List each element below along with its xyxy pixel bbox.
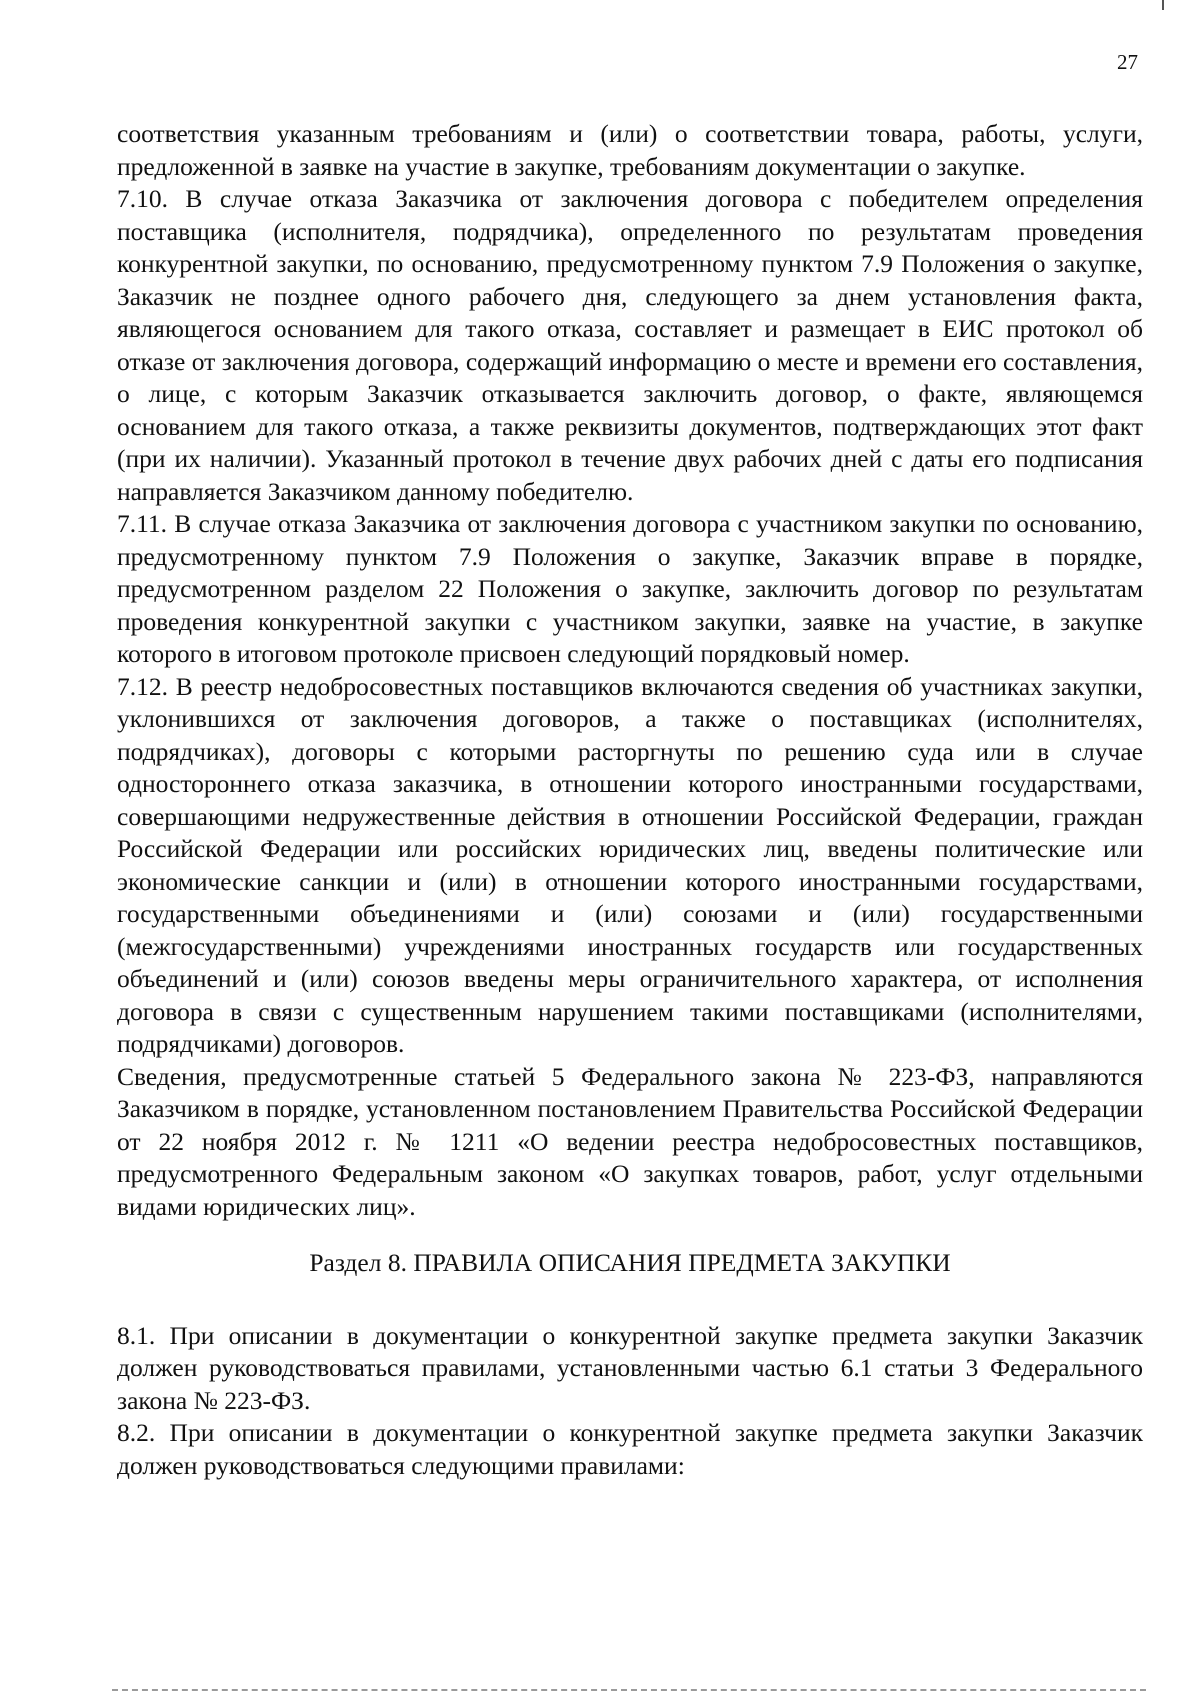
paragraph-7-10: 7.10. В случае отказа Заказчика от заключения договора с победителем определения поставщика (исполнителя, подрядчика), определенного по результатам проведения конкурентной закупки, по основанию, предусмотренному пунктом 7.9 Положения о закупке, Заказчик не позднее одного рабочего дня, следующего за днем установления факта, являющегося основанием для такого отказа, составляет и размещает в ЕИС протокол об отказе от заключения договора, содержащий информацию о месте и времени его составления, о лице, с которым Заказчик отказывается заключить договор, о факте, являющемся основанием для такого отказа, а также реквизиты документов, подтверждающих этот факт (при их наличии). Указанный протокол в течение двух рабочих дней с даты его подписания направляется Заказчиком данному победителю.: [117, 184, 1143, 506]
paragraph-7-11: 7.11. В случае отказа Заказчика от заключения договора с участником закупки по основанию, предусмотренному пунктом 7.9 Положения о закупке, Заказчик вправе в порядке, предусмотренном разделом 22 Положения о закупке, заключить договор по результатам проведения конкурентной закупки с участником закупки, заявке на участие, в закупке которого в итоговом протоколе присвоен следующий порядковый номер.: [117, 509, 1143, 668]
document-body: [117, 118, 1143, 1482]
paragraph-8-1: 8.1. При описании в документации о конкурентной закупке предмета закупки Заказчик должен руководствоваться правилами, установленными частью 6.1 статьи 3 Федерального закона № 223-ФЗ.: [117, 1320, 1143, 1415]
paragraph-8-2: 8.2. При описании в документации о конкурентной закупке предмета закупки Заказчик должен руководствоваться следующими правилами:: [117, 1418, 1143, 1480]
page-number: 27: [1117, 50, 1138, 74]
scan-edge-mark: [1162, 0, 1164, 10]
footer-scan-line: [112, 1689, 1146, 1691]
paragraph-7-12: 7.12. В реестр недобросовестных поставщиков включаются сведения об участниках закупки, уклонившихся от заключения договоров, а также о поставщиках (исполнителях, подрядчиках), договоры с которыми расторгнуты по решению суда или в случае одностороннего отказа заказчика, в отношении которого иностранными государствами, совершающими недружественные действия в отношении Российской Федерации, граждан Российской Федерации или российских юридических лиц, введены политические или экономические санкции и (или) в отношении которого иностранными государствами, государственными объединениями и (или) союзами и (или) государственными (межгосударственными) учреждениями иностранных государств или государственных объединений и (или) союзов введены меры ограничительного характера, от исполнения договора в связи с существенным нарушением такими поставщиками (исполнителями, подрядчиками) договоров.: [117, 671, 1143, 1058]
section-8-heading: Раздел 8. ПРАВИЛА ОПИСАНИЯ ПРЕДМЕТА ЗАКУПКИ: [309, 1248, 951, 1277]
paragraph-svedeniya: Сведения, предусмотренные статьей 5 Федерального закона № 223-ФЗ, направляются Заказчиком в порядке, установленном постановлением Правительства Российской Федерации от 22 ноября 2012 г. № 1211 «О ведении реестра недобросовестных поставщиков, предусмотренного Федеральным законом «О закупках товаров, работ, услуг отдельными видами юридических лиц».: [117, 1061, 1143, 1221]
paragraph-continuation: соответствия указанным требованиям и (или) о соответствии товара, работы, услуги, предложенной в заявке на участие в закупке, требованиям документации о закупке.: [117, 119, 1143, 181]
